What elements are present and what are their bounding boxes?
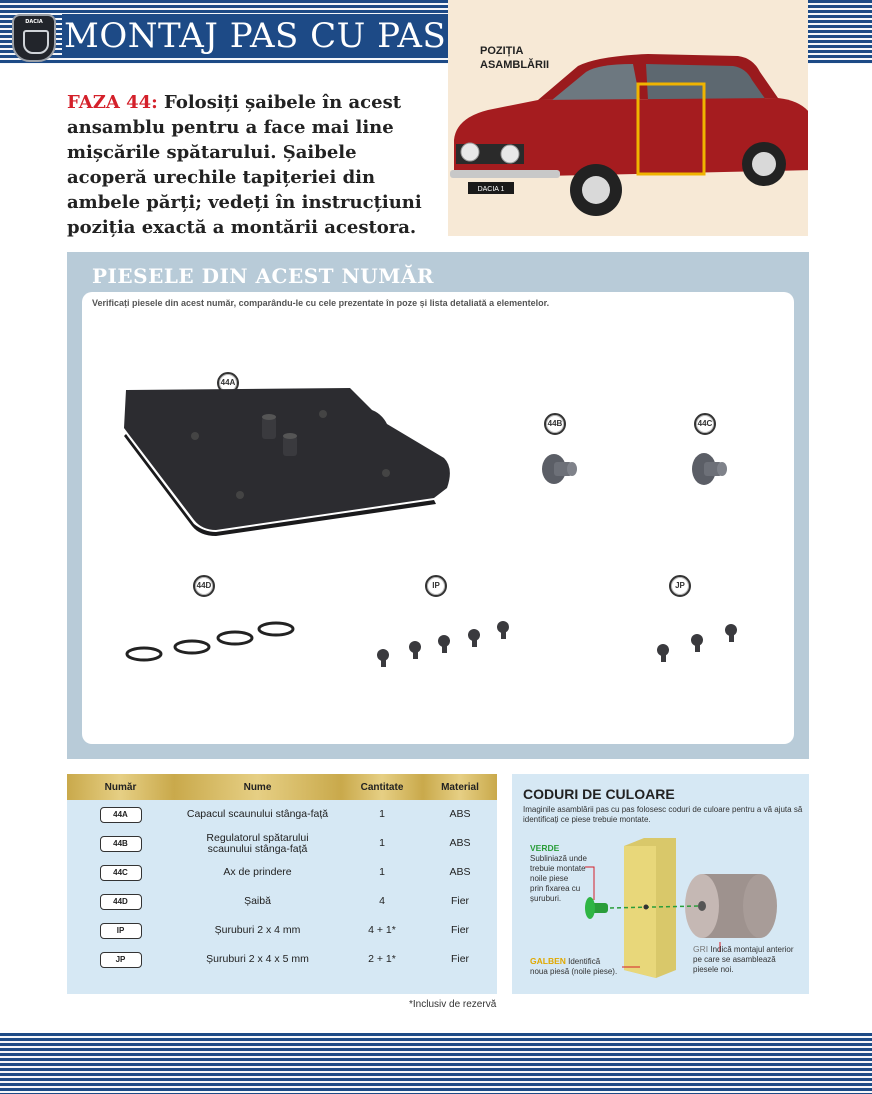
parts-note: Verificați piesele din acest număr, comparându-le cu cele prezentate în poze și lista detaliată a elementelor. <box>92 298 550 308</box>
page-title: MONTAJ PAS CU PAS <box>62 14 454 58</box>
footer-stripes <box>0 1033 872 1094</box>
table-row <box>67 887 497 916</box>
tag-jp: JP <box>669 575 691 597</box>
part-44d-washers <box>127 623 293 660</box>
part-jp-screws <box>657 624 737 662</box>
gray-line3: piesele noi. <box>693 965 734 974</box>
table-row <box>67 945 497 974</box>
car-bumper <box>450 170 560 178</box>
logo-text: DACIA <box>25 19 43 25</box>
yellow-word: GALBEN <box>530 956 566 966</box>
label-line-2: ASAMBLĂRII <box>480 59 550 71</box>
green-line5: șuruburi. <box>530 894 562 903</box>
tag-44a: 44A <box>217 372 239 394</box>
gray-cylinder <box>685 874 777 938</box>
part-material: ABS <box>449 837 471 849</box>
col-quantity: Cantitate <box>341 774 423 800</box>
parts-panel-title: PIESELE DIN ACEST NUMĂR <box>92 264 435 288</box>
tag-44c: 44C <box>694 413 716 435</box>
yellow-line2: noua piesă (noile piese). <box>530 967 618 976</box>
parts-panel <box>67 252 809 759</box>
parts-table-container <box>67 774 497 994</box>
green-word: VERDE <box>530 843 560 853</box>
table-footnote: *Inclusiv de rezervă <box>409 999 497 1010</box>
assembly-dashed-line <box>610 906 698 908</box>
dacia-logo <box>12 14 56 62</box>
gray-word: GRI <box>693 944 709 954</box>
logo-shield-icon <box>23 30 49 54</box>
part-44c-mounting-axle <box>692 453 727 485</box>
part-name-line2: scaunului stânga-față <box>207 842 308 855</box>
part-name-line1: Regulatorul spătarului <box>206 831 309 844</box>
header-stripes-right <box>808 0 872 64</box>
gray-line1: Indică montajul anterior <box>710 945 794 954</box>
color-codes-title: CODURI DE CULOARE <box>523 786 675 802</box>
phase-text: Folosiți șaibele în acest ansamblu pentru a face mai line mișcările spătarului. Șaibele acoperă urechile tapițeriei din ambele părți; vedeți în instrucțiuni poziția exactă a montării acestora. <box>67 92 422 238</box>
part-qty: 4 <box>379 895 385 907</box>
part-44b-backrest-regulator <box>542 454 577 484</box>
green-code-label <box>530 843 587 904</box>
part-name: Șuruburi 2 x 4 x 5 mm <box>206 953 309 965</box>
green-pin <box>585 897 608 919</box>
tag-44b: 44B <box>544 413 566 435</box>
color-codes-panel <box>512 774 809 994</box>
parts-table <box>67 774 497 974</box>
col-material: Material <box>423 774 497 800</box>
parts-photo-area <box>82 292 794 744</box>
part-code: JP <box>100 952 142 968</box>
parts-illustrations <box>82 292 794 744</box>
plate-text: DACIA 1 <box>477 186 505 193</box>
tag-ip: IP <box>425 575 447 597</box>
assembly-position-image <box>448 0 808 236</box>
color-codes-description: Imaginile asamblării pas cu pas folosesc coduri de culoare pentru a vă ajuta să identificați ce piese trebuie montate. <box>523 805 803 824</box>
block-hole <box>644 905 649 910</box>
part-name: Șuruburi 2 x 4 mm <box>214 924 301 936</box>
part-code: IP <box>100 923 142 939</box>
part-name: Șaibă <box>244 895 271 907</box>
col-number: Număr <box>67 774 174 800</box>
table-header-row <box>67 774 497 800</box>
gray-code-label <box>693 944 794 975</box>
part-qty: 1 <box>379 808 385 820</box>
table-row <box>67 829 497 858</box>
part-name <box>174 829 341 858</box>
phase-intro <box>67 90 427 240</box>
part-qty: 2 + 1* <box>368 953 396 965</box>
headlight-right <box>501 145 519 163</box>
part-name: Ax de prindere <box>223 866 292 878</box>
green-line3: noile piese <box>530 874 569 883</box>
part-44a-seat-cover <box>124 388 450 536</box>
wheel-rear-hub <box>752 152 776 176</box>
table-row <box>67 800 497 829</box>
part-material: Fier <box>450 895 470 907</box>
green-line2: trebuie montate <box>530 864 586 873</box>
table-row <box>67 858 497 887</box>
part-code: 44D <box>100 894 142 910</box>
green-line1: Subliniază unde <box>530 854 587 863</box>
yellow-line1: Identifică <box>568 957 601 966</box>
part-code: 44C <box>100 865 142 881</box>
part-code: 44B <box>100 836 142 852</box>
tag-44d: 44D <box>193 575 215 597</box>
headlight-left <box>461 143 479 161</box>
part-material: ABS <box>449 808 471 820</box>
col-name: Nume <box>174 774 341 800</box>
table-row <box>67 916 497 945</box>
part-qty: 1 <box>379 837 385 849</box>
part-qty: 1 <box>379 866 385 878</box>
wheel-front-hub <box>582 176 610 204</box>
part-material: Fier <box>450 953 470 965</box>
part-name: Capacul scaunului stânga-față <box>186 808 329 820</box>
phase-number: FAZA 44: <box>67 92 158 113</box>
part-material: Fier <box>450 924 470 936</box>
yellow-code-label <box>530 956 617 977</box>
part-ip-screws <box>377 621 509 667</box>
part-qty: 4 + 1* <box>368 924 396 936</box>
green-line4: prin fixarea cu <box>530 884 581 893</box>
car-illustration <box>448 0 808 236</box>
part-code: 44A <box>100 807 142 823</box>
label-line-1: POZIȚIA <box>480 45 524 57</box>
part-material: ABS <box>449 866 471 878</box>
gray-line2: pe care se asamblează <box>693 955 776 964</box>
